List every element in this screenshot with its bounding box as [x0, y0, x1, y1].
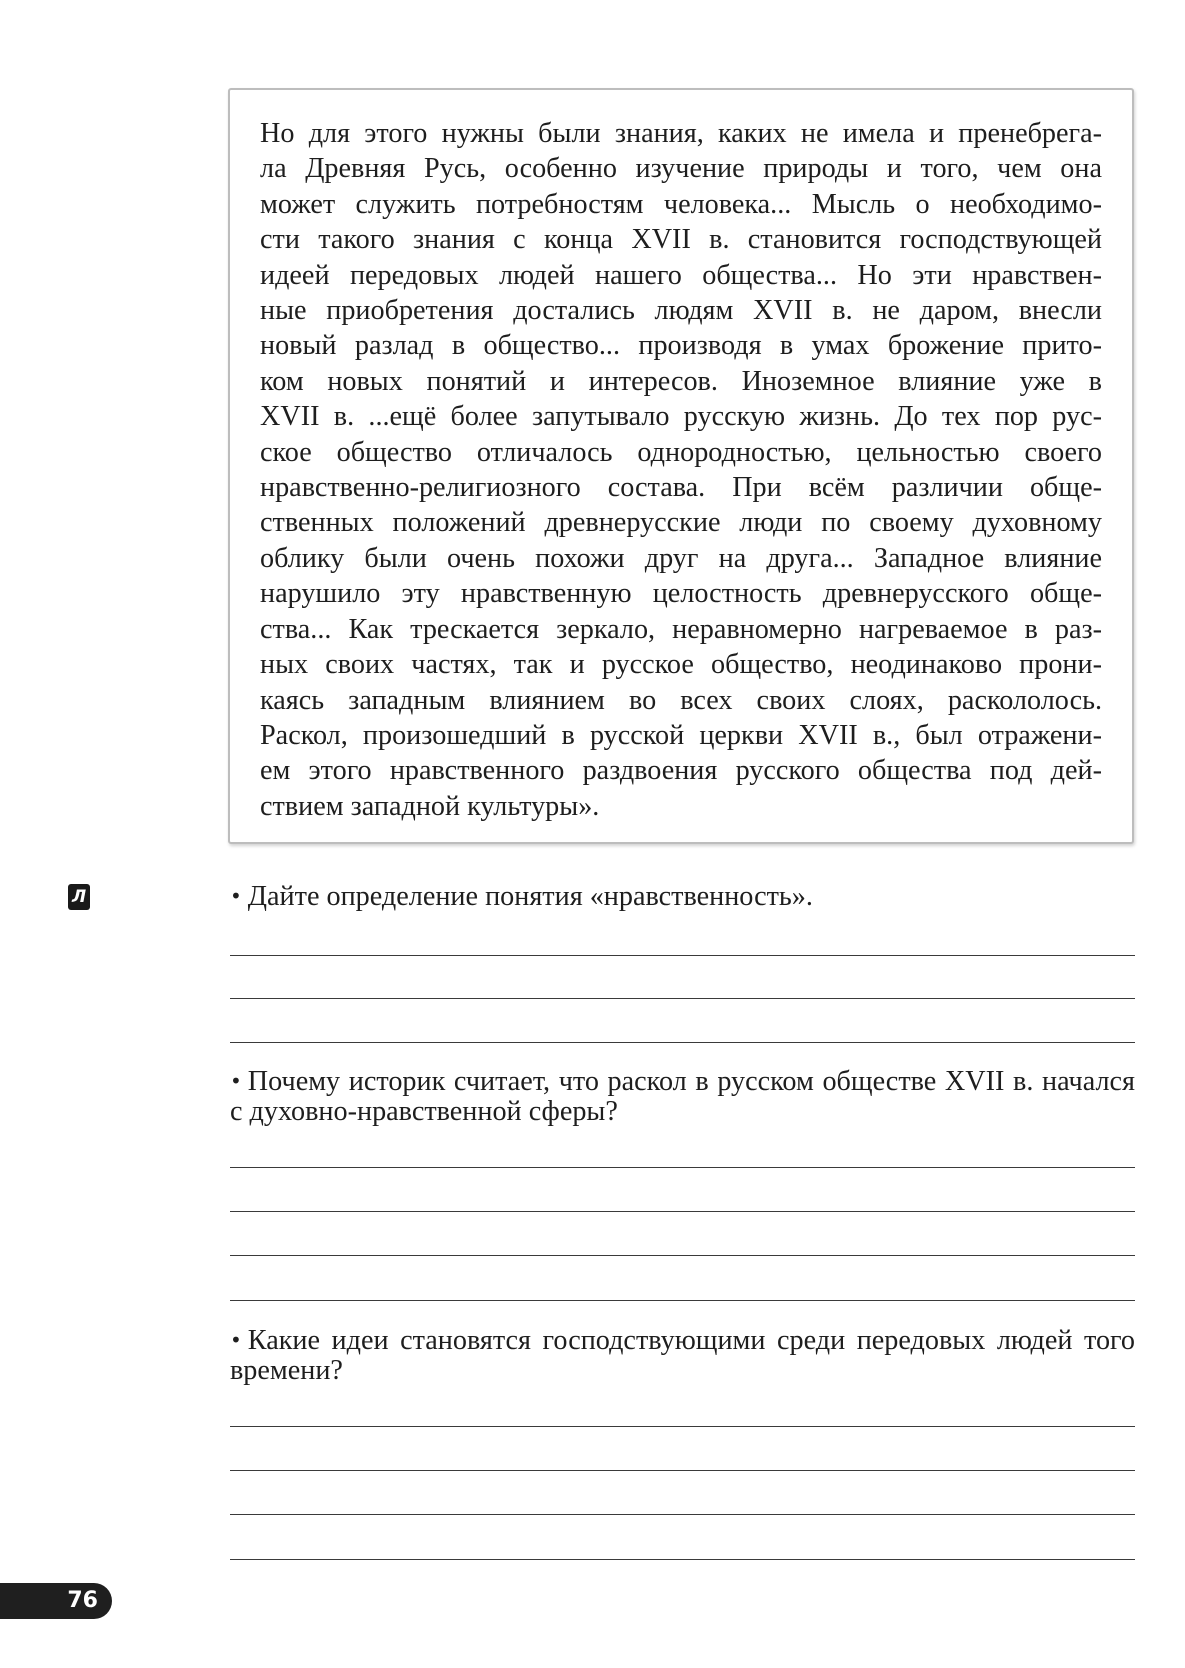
- quote-line: ственных положений древнерусские люди по своему духовному: [260, 507, 1102, 539]
- quote-line: Раскол, произошедший в русской церкви XVII в., был отражени-: [260, 719, 1102, 751]
- quote-line: ствием западной культуры».: [260, 790, 600, 822]
- quote-line: ла Древняя Русь, особенно изучение природы и того, чем она: [260, 153, 1102, 185]
- answer-line[interactable]: [230, 1211, 1135, 1212]
- question-1: [230, 881, 1135, 912]
- answer-line[interactable]: [230, 1255, 1135, 1256]
- quote-line: облику были очень похожи друг на друга... Западное влияние: [260, 542, 1102, 574]
- question-text: Какие идеи становятся господствующими среди передовых людей того времени?: [230, 1325, 1135, 1386]
- quote-line: ных своих частях, так и русское общество, неодинаково прони-: [260, 649, 1102, 681]
- quote-line: идеей передовых людей нашего общества... Но эти нравствен-: [260, 259, 1102, 291]
- bullet-icon: •: [230, 884, 242, 908]
- question-2: [230, 1066, 1135, 1127]
- bullet-icon: •: [230, 1328, 242, 1352]
- answer-line[interactable]: [230, 1426, 1135, 1427]
- question-3: [230, 1325, 1135, 1386]
- answer-line[interactable]: [230, 1559, 1135, 1560]
- quote-text: [260, 116, 1102, 824]
- quote-line: может служить потребностям человека... Мысль о необходимо-: [260, 188, 1102, 220]
- quote-box: [228, 88, 1134, 844]
- quote-line: ства... Как трескается зеркало, неравномерно нагреваемое в раз-: [260, 613, 1102, 645]
- quote-line: нравственно-религиозного состава. При всём различии обще-: [260, 472, 1102, 504]
- quote-line: ем этого нравственного раздвоения русского общества под дей-: [260, 755, 1102, 787]
- quote-line: каясь западным влиянием во всех своих слоях, раскололось.: [260, 684, 1102, 716]
- quote-line: Но для этого нужны были знания, каких не имела и пренебрега-: [260, 118, 1102, 149]
- quote-line: нарушило эту нравственную целостность древнерусского обще-: [260, 578, 1102, 610]
- quote-line: ское общество отличалось однородностью, цельностью своего: [260, 436, 1102, 468]
- logic-task-icon: Л: [68, 884, 90, 910]
- answer-line[interactable]: [230, 1514, 1135, 1515]
- bullet-icon: •: [230, 1069, 242, 1093]
- answer-line[interactable]: [230, 1300, 1135, 1301]
- answer-line[interactable]: [230, 1042, 1135, 1043]
- question-text: Почему историк считает, что раскол в русском обществе XVII в. начался с духовно-нравственной сферы?: [230, 1066, 1135, 1127]
- question-text: Дайте определение понятия «нравственность».: [247, 881, 813, 912]
- page-number: 76: [0, 1583, 112, 1619]
- answer-line[interactable]: [230, 1470, 1135, 1471]
- answer-line[interactable]: [230, 998, 1135, 999]
- quote-line: ные приобретения достались людям XVII в. не даром, внесли: [260, 295, 1102, 327]
- answer-line[interactable]: [230, 1167, 1135, 1168]
- quote-line: XVII в. ...ещё более запутывало русскую жизнь. До тех пор рус-: [260, 401, 1102, 433]
- quote-line: новый разлад в общество... производя в умах брожение прито-: [260, 330, 1102, 362]
- quote-line: ком новых понятий и интересов. Иноземное влияние уже в: [260, 365, 1102, 397]
- answer-line[interactable]: [230, 955, 1135, 956]
- quote-line: сти такого знания с конца XVII в. становится господствующей: [260, 224, 1102, 256]
